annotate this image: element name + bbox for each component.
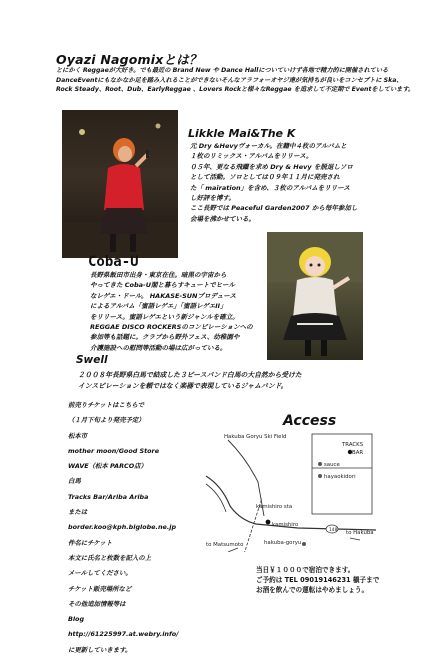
map-label-hayaokidori: hayaokidori (324, 474, 356, 480)
likkle-line: 会場を沸かせている。 (190, 214, 255, 223)
map-label-to-matsumoto: to Matsumoto (206, 542, 244, 548)
likkle-line: 元 Dry &Hevyヴォーカル。在籍中４枚のアルバムと (190, 142, 347, 150)
map-label-kamishiro: kamishiro (272, 522, 299, 528)
likkle-mai-name: Likkle Mai&The K (188, 127, 296, 140)
ticket-line: その他追加情報等は (68, 599, 126, 608)
coba-line: 長野県飯田市出身・東京在住。暗黒の宇宙から (90, 271, 227, 279)
map-label-kamishiro-sta: kamishiro sta (256, 504, 293, 510)
ticket-line: Blog (68, 615, 85, 624)
coba-u-description (90, 270, 266, 353)
swell-line: インスピレーションを頼ではなく楽器で表現しているジャムバンド。 (78, 381, 288, 390)
swell-name: Swell (76, 354, 108, 366)
swell-description (78, 370, 378, 392)
map-label-ski-field: Hakuba Goryu Ski Field (224, 434, 287, 440)
ticket-line: チケット販売場所など (68, 584, 132, 593)
event-intro: とにかく Reggaeが大好き。でも最近の Brand New や Dance Hallについていけず各地で精力的に開催されている DanceEventにもなかなか足を踏み入れることができないそんなアラフォーオヤジ達が気持ちが良いをコンセプトに Ska、Rock Steady、Root、Dub、EarlyReggae 、Lovers Rockと様々なReggae を追求して不定期で Eventをしています。 (56, 67, 415, 94)
ticket-line: WAVE（松本 PARCO店） (68, 462, 147, 471)
coba-line: REGGAE DISCO ROCKERSのコンピレーションへの (90, 323, 253, 332)
likkle-line: た「 mairation」を含め、３枚のアルバムをリリース (190, 183, 350, 192)
map-label-sauce: sauce (324, 462, 340, 468)
likkle-mai-photo (62, 110, 178, 258)
ticket-line: （１月下旬より発売予定） (68, 416, 145, 425)
coba-u-name: Coba-U (88, 254, 139, 270)
coba-line: 参加等も話題に。クラブから野外フェス、幼稚園や (90, 333, 240, 342)
ticket-line: 松本市 (68, 431, 88, 440)
note-line: ご予約は TEL 09019146231 槇子まで (256, 576, 380, 585)
access-title: Access (283, 413, 337, 429)
blog-link[interactable]: http://61225997.at.webry.info/ (68, 630, 179, 639)
ticket-email[interactable]: border.koo@kph.biglobe.ne.jp (68, 523, 177, 532)
ticket-line: 件名にチケット (68, 538, 113, 547)
lodging-note (256, 565, 426, 596)
ticket-line: または (68, 508, 88, 517)
access-map (200, 428, 376, 552)
note-line: 当日￥１０００で宿泊できます。 (256, 566, 355, 574)
ticket-line: 本文に氏名と枚数を記入の上 (68, 553, 152, 562)
map-label-route: 148 (329, 528, 338, 533)
note-line: お酒を飲んでの運転はやめましょう。 (256, 586, 369, 595)
swell-line: ２００８年長野県白馬で結成した３ピースバンド白馬の大自然から受けた (78, 371, 302, 379)
ticket-line: に更新していきます。 (68, 645, 132, 654)
likkle-line: として活動。ソロとしては０９年１１月に発売され (190, 173, 340, 182)
likkle-line: し好評を博す。 (190, 194, 235, 203)
event-title: Oyazi Nagomixとは？ (56, 52, 202, 67)
ticket-line: mother moon/Good Store (68, 446, 160, 455)
ticket-line: 前売りチケットはこちらで (68, 401, 145, 409)
likkle-line: ここ長野では Peaceful Garden2007 から毎年参加し (190, 204, 358, 213)
coba-line: やってきた Coba-U閣と暮らすキュートでヒール (90, 281, 235, 290)
coba-line: によるアルバム「蜜語レゲエ」「蜜語レゲエII」 (90, 302, 227, 311)
map-label-bar: BAR (352, 450, 364, 456)
coba-line: なレゲエ・ドール。 HAKASE-SUNプロデュース (90, 291, 236, 300)
likkle-line: １枚のリミックス・アルバムをリリース。 (190, 152, 313, 161)
coba-u-photo (267, 232, 363, 360)
likkle-line: ０５年、更なる飛躍を求め Dry & Hevy を脱退しソロ (190, 162, 353, 171)
map-label-hakuba-goryu: hakuba-goryu (264, 540, 302, 546)
likkle-mai-description (190, 141, 422, 224)
ticket-line: 白馬 (68, 477, 81, 486)
coba-line: をリリース。蜜語レゲエという新ジャンルを確立。 (90, 312, 239, 321)
ticket-line: メールしてください。 (68, 569, 132, 578)
map-label-to-hakuba: to Hakuba (346, 530, 374, 536)
coba-line: 介護施設への慰問等活動の場は広がっている。 (90, 343, 227, 352)
ticket-line: Tracks Bar/Ariba Ariba (68, 492, 149, 501)
map-label-tracks: TRACKS (342, 442, 364, 448)
